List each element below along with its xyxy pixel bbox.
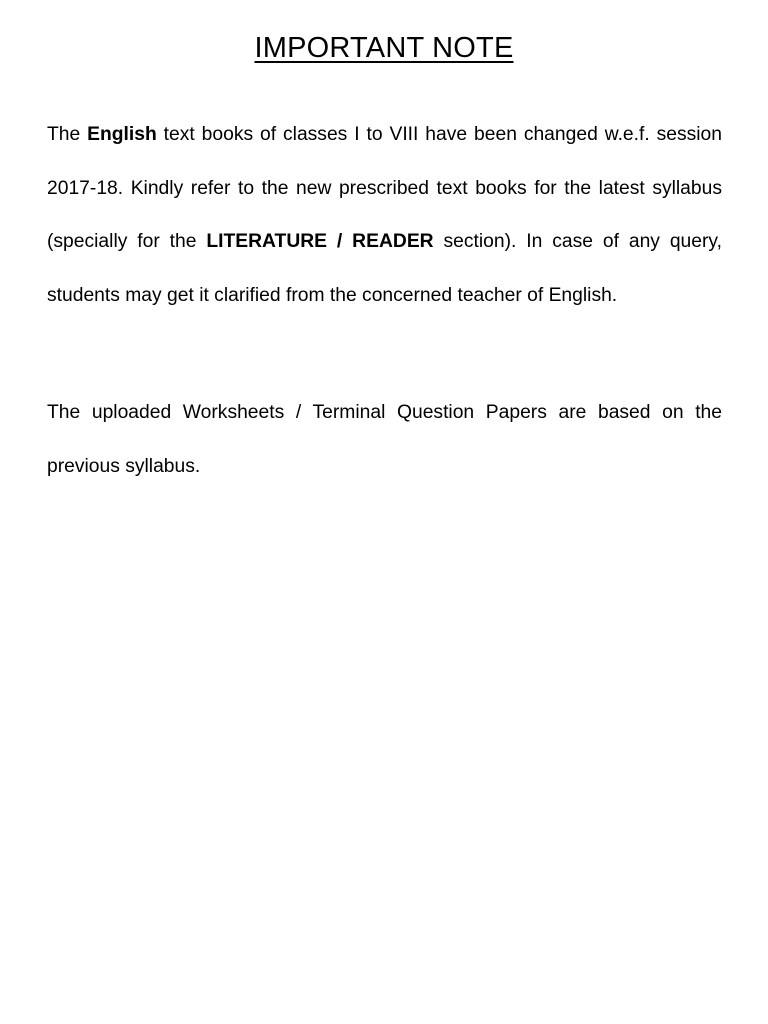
notice-paragraph-1 <box>47 108 722 322</box>
page-title <box>0 28 768 68</box>
paragraph-1-bold-english: English <box>87 124 157 145</box>
paragraph-1-text-a: The <box>47 124 88 145</box>
paragraph-1-bold-section: LITERATURE / READER <box>206 231 434 252</box>
notice-paragraph-2: The uploaded Worksheets / Terminal Question Papers are based on the previous syllabus. <box>47 402 722 477</box>
paragraph-1-text-c: section). In case of any query, students may get it clarified from the concerned teacher of English. <box>47 231 722 306</box>
paragraph-1-text-b: text books of classes I to VIII have been changed w.e.f. session 2017-18. Kindly refer to the new prescribed text books for the latest syllabus (specially for the <box>47 124 722 252</box>
page-title-text: IMPORTANT NOTE <box>254 32 514 64</box>
